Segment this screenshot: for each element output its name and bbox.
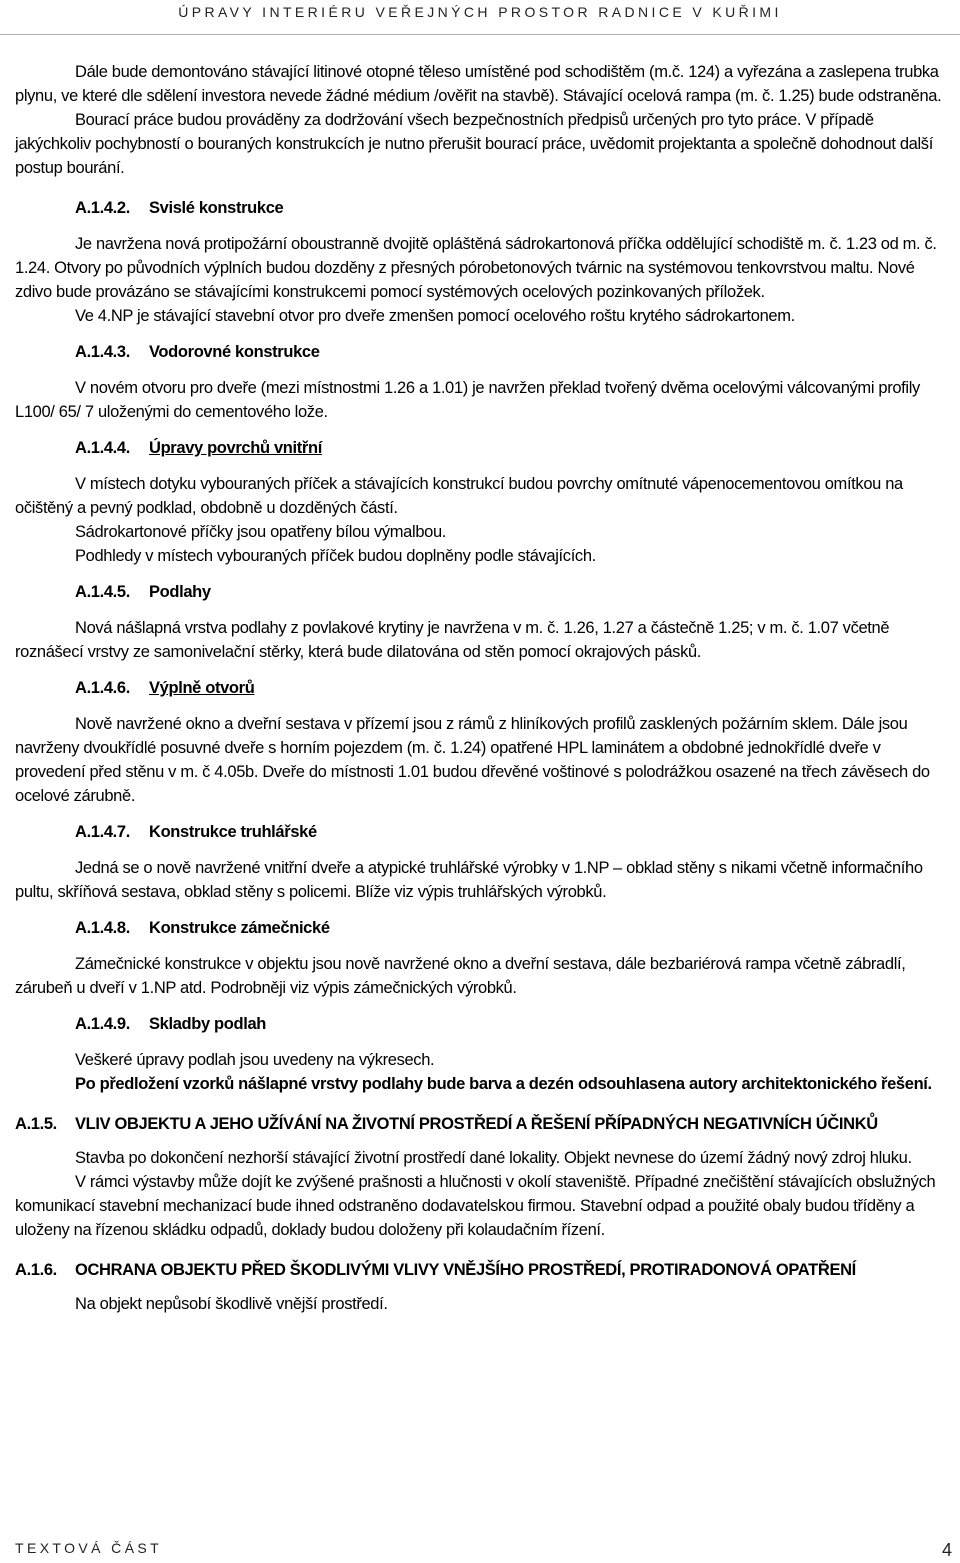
footer-label: TEXTOVÁ ČÁST [15,1540,163,1556]
section-number: A.1.5. [15,1115,57,1133]
subsection-title: Skladby podlah [149,1015,267,1033]
paragraph: Dále bude demontováno stávající litinové otopné těleso umístěné pod schodištěm (m.č. 124) a vyřezána a zaslepena trubka plynu, ve které dle sdělení investora nevede žádné médium /ověřit na stavbě). Stávající ocelová rampa (m. č. 1.25) bude odstraněna. [15,63,942,105]
paragraph: Je navržena nová protipožární oboustranně dvojitě opláštěná sádrokartonová příčka oddělující schodiště m. č. 1.23 od m. č. 1.24. Otvory po původních výplních budou dozděny z přesných pórobetonových tvárnic na systémovou tenkovrstvou maltu. Nové zdivo bude provázáno se stávajícími konstrukcemi pomocí systémových ocelových pozinkovaných příložek. [15,235,937,301]
paragraph: Bourací práce budou prováděny za dodržování všech bezpečnostních předpisů určených pro tyto práce. V případě jakýchkoliv pochybností o bouraných konstrukcích je nutno přerušit bourací práce, uvědomit projektanta a společně dohodnout další postup bourání. [15,111,933,177]
running-header: ÚPRAVY INTERIÉRU VEŘEJNÝCH PROSTOR RADNICE V KUŘIMI [178,4,782,20]
paragraph: Podhledy v místech vybouraných příček budou doplněny podle stávajících. [75,547,596,565]
paragraph-emphasis: Po předložení vzorků nášlapné vrstvy podlahy bude barva a dezén odsouhlasena autory architektonického řešení. [75,1075,932,1093]
paragraph: Na objekt nepůsobí škodlivě vnější prostředí. [75,1295,388,1313]
section-number: A.1.6. [15,1261,57,1279]
subsection-number: A.1.4.3. [75,343,130,361]
document-body [15,60,953,1316]
section-title: OCHRANA OBJEKTU PŘED ŠKODLIVÝMI VLIVY VNĚJŠÍHO PROSTŘEDÍ, PROTIRADONOVÁ OPATŘENÍ [75,1261,856,1279]
subsection-number: A.1.4.2. [75,199,130,217]
paragraph: Zámečnické konstrukce v objektu jsou nově navržené okno a dveřní sestava, dále bezbariérová rampa včetně zábradlí, zárubeň u dveří v 1.NP atd. Podrobněji viz výpis zámečnických výrobků. [15,955,906,997]
subsection-heading [75,340,953,364]
paragraph: Jedná se o nově navržené vnitřní dveře a atypické truhlářské výrobky v 1.NP – obklad stěny s nikami včetně informačního pultu, skříňová sestava, obklad stěny s policemi. Blíže viz výpis truhlářských výrobků. [15,859,923,901]
subsection-title: Podlahy [149,583,211,601]
paragraph: Veškeré úpravy podlah jsou uvedeny na výkresech. [75,1051,435,1069]
subsection-number: A.1.4.6. [75,679,130,697]
paragraph: V novém otvoru pro dveře (mezi místnostmi 1.26 a 1.01) je navržen překlad tvořený dvěma ocelovými válcovanými profily L100/ 65/ 7 uloženými do cementového lože. [15,379,920,421]
subsection-number: A.1.4.9. [75,1015,130,1033]
subsection-title: Vodorovné konstrukce [149,343,320,361]
subsection-title: Konstrukce truhlářské [149,823,317,841]
subsection-heading [75,1012,953,1036]
section-heading [15,1112,953,1136]
section-title: VLIV OBJEKTU A JEHO UŽÍVÁNÍ NA ŽIVOTNÍ PROSTŘEDÍ A ŘEŠENÍ PŘÍPADNÝCH NEGATIVNÍCH ÚČINKŮ [75,1115,878,1133]
subsection-number: A.1.4.4. [75,439,130,457]
subsection-heading [75,196,953,220]
paragraph: Sádrokartonové příčky jsou opatřeny bílou výmalbou. [75,523,447,541]
subsection-heading [75,676,953,700]
subsection-number: A.1.4.8. [75,919,130,937]
paragraph: Nová nášlapná vrstva podlahy z povlakové krytiny je navržena v m. č. 1.26, 1.27 a částečně 1.25; v m. č. 1.07 včetně roznášecí vrstvy ze samonivelační stěrky, která bude dilatována od stěn pomocí okrajových pásků. [15,619,890,661]
page-number: 4 [941,1540,952,1560]
subsection-title: Úpravy povrchů vnitřní [149,439,322,457]
subsection-number: A.1.4.7. [75,823,130,841]
section-heading [15,1258,953,1282]
subsection-heading [75,916,953,940]
paragraph: Stavba po dokončení nezhorší stávající životní prostředí dané lokality. Objekt nevnese do území žádný nový zdroj hluku. [75,1149,912,1167]
subsection-title: Výplně otvorů [149,679,255,697]
header-divider [0,34,960,35]
paragraph: V rámci výstavby může dojít ke zvýšené prašnosti a hlučnosti v okolí staveniště. Případné znečištění stávajících obslužných komunikací stavební mechanizací bude ihned odstraněno dodavatelskou firmou. Stavební odpad a použité obaly budou tříděny a uloženy na řízenou skládku odpadů, doklady budou doloženy při kolaudačním řízení. [15,1173,936,1239]
subsection-heading [75,436,953,460]
subsection-title: Svislé konstrukce [149,199,284,217]
subsection-title: Konstrukce zámečnické [149,919,330,937]
subsection-heading [75,820,953,844]
paragraph: V místech dotyku vybouraných příček a stávajících konstrukcí budou povrchy omítnuté vápenocementovou omítkou na očištěný a pevný podklad, obdobně u dozděných částí. [15,475,903,517]
subsection-number: A.1.4.5. [75,583,130,601]
paragraph: Ve 4.NP je stávající stavební otvor pro dveře zmenšen pomocí ocelového roštu krytého sádrokartonem. [75,307,795,325]
subsection-heading [75,580,953,604]
paragraph: Nově navržené okno a dveřní sestava v přízemí jsou z rámů z hliníkových profilů zasklených požárním sklem. Dále jsou navrženy dvoukřídlé posuvné dveře s horním pojezdem (m. č. 1.24) opatřené HPL laminátem a obdobné jednokřídlé dveře v provedení před stěnu v m. č 4.05b. Dveře do místnosti 1.01 budou dřevěné voštinové s polodrážkou osazené na třech závěsech do ocelové zárubně. [15,715,930,805]
